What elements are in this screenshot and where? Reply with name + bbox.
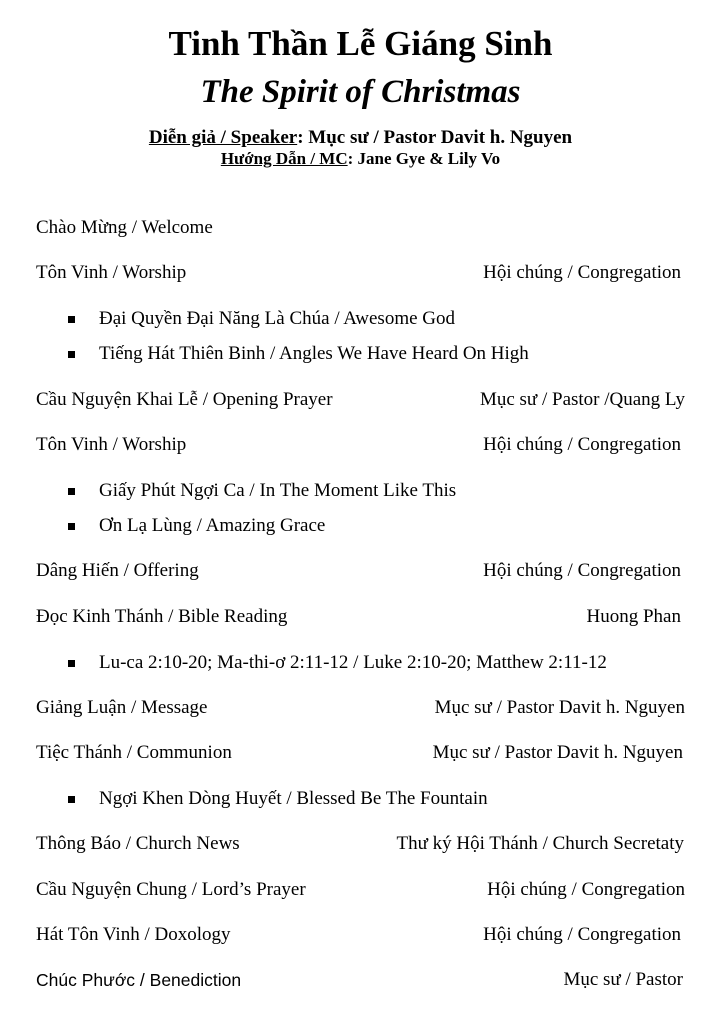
program-leader: Hội chúng / Congregation (483, 262, 681, 283)
bullet-square-icon (68, 796, 75, 803)
bullet-square-icon (68, 351, 75, 358)
program-row-message (36, 695, 685, 721)
program-leader: Hội chúng / Congregation (487, 879, 685, 900)
program-row-doxology (36, 922, 685, 948)
speaker-credit (0, 127, 721, 149)
program-item: Đọc Kinh Thánh / Bible Reading (36, 606, 288, 627)
program-leader: Mục sư / Pastor Davit h. Nguyen (434, 697, 685, 718)
program-row-benediction (36, 967, 685, 993)
song-title: Ngợi Khen Dòng Huyết / Blessed Be The Fountain (99, 788, 488, 809)
bullet-square-icon (68, 316, 75, 323)
program-row-worship (36, 260, 685, 286)
program-item: Chào Mừng / Welcome (36, 217, 213, 238)
program-leader: Mục sư / Pastor (563, 969, 683, 990)
program-item: Tôn Vinh / Worship (36, 262, 187, 283)
page-subtitle: The Spirit of Christmas (200, 74, 521, 110)
program-leader: Hội chúng / Congregation (483, 434, 681, 455)
program-row-welcome (36, 215, 685, 241)
page-title: Tinh Thần Lễ Giáng Sinh (168, 24, 553, 63)
program-leader: Thư ký Hội Thánh / Church Secretaty (396, 833, 684, 854)
program-row-offering (36, 558, 685, 584)
program-leader: Huong Phan (586, 606, 681, 627)
program-item: Cầu Nguyện Chung / Lord’s Prayer (36, 879, 306, 900)
program-item: Tôn Vinh / Worship (36, 434, 187, 455)
program-item: Hát Tôn Vinh / Doxology (36, 924, 231, 945)
program-item: Thông Báo / Church News (36, 833, 240, 854)
program-item: Cầu Nguyện Khai Lễ / Opening Prayer (36, 389, 333, 410)
program-item: Giảng Luận / Message (36, 697, 208, 718)
program-row-church-news (36, 831, 685, 857)
mc-label: Hướng Dẫn / MC (220, 149, 348, 168)
bullet-square-icon (68, 523, 75, 530)
program-leader: Hội chúng / Congregation (483, 560, 681, 581)
program-item: Dâng Hiến / Offering (36, 560, 199, 581)
program-leader: Mục sư / Pastor Davit h. Nguyen (432, 742, 683, 763)
program-leader: Hội chúng / Congregation (483, 924, 681, 945)
mc-value: : Jane Gye & Lily Vo (347, 149, 501, 168)
song-title: Đại Quyền Đại Năng Là Chúa / Awesome God (99, 308, 456, 329)
speaker-value: : Mục sư / Pastor Davit h. Nguyen (297, 127, 573, 148)
program-row-bible-reading (36, 604, 685, 630)
mc-credit (0, 149, 721, 169)
bullet-square-icon (68, 660, 75, 667)
program-row-lords-prayer (36, 877, 685, 903)
program-item: Chúc Phước / Benediction (36, 970, 242, 990)
program-row-opening-prayer (36, 387, 685, 413)
speaker-label: Diễn giả / Speaker (148, 127, 298, 148)
song-title: Tiếng Hát Thiên Binh / Angles We Have Heard On High (99, 343, 529, 364)
bullet-square-icon (68, 488, 75, 495)
program-row-worship (36, 432, 685, 458)
program-item: Tiệc Thánh / Communion (36, 742, 232, 763)
scripture-reference: Lu-ca 2:10-20; Ma-thi-ơ 2:11-12 / Luke 2:10-20; Matthew 2:11-12 (99, 652, 607, 673)
program-leader: Mục sư / Pastor /Quang Ly (479, 389, 685, 410)
song-title: Giấy Phút Ngợi Ca / In The Moment Like This (99, 480, 457, 501)
program-row-communion (36, 740, 685, 766)
song-title: Ơn Lạ Lùng / Amazing Grace (99, 515, 326, 536)
